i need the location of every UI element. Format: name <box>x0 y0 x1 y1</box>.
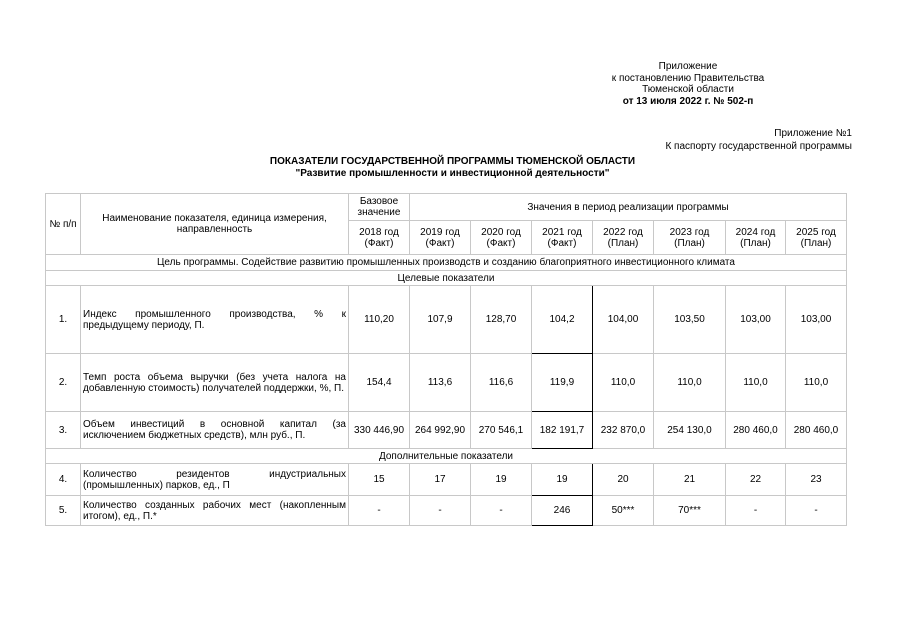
cell-value: 110,0 <box>593 354 654 412</box>
cell-value: 270 546,1 <box>471 412 532 449</box>
annex-line: к постановлению Правительства <box>611 72 765 84</box>
cell-value: 23 <box>786 464 847 496</box>
header-num: № п/п <box>46 194 81 255</box>
cell-value: 154,4 <box>349 354 410 412</box>
header-year: 2022 год (План) <box>593 221 654 255</box>
cell-value: 19 <box>471 464 532 496</box>
section-additional: Дополнительные показатели <box>46 449 847 464</box>
goal-row: Цель программы. Содействие развитию промышленных производств и созданию благоприятного инвестиционного климата <box>46 255 847 271</box>
row-num: 1. <box>46 286 81 354</box>
cell-value: - <box>471 496 532 526</box>
row-name: Количество созданных рабочих мест (накопленным итогом), ед., П.* <box>81 496 349 526</box>
cell-value: 280 460,0 <box>726 412 786 449</box>
cell-value: 19 <box>532 464 593 496</box>
cell-value: 182 191,7 <box>532 412 593 449</box>
header-year: 2021 год (Факт) <box>532 221 593 255</box>
table-row <box>46 464 847 496</box>
annex-date: от 13 июля 2022 г. № 502-п <box>622 95 754 107</box>
row-name: Количество резидентов индустриальных (промышленных) парков, ед., П <box>81 464 349 496</box>
row-name: Индекс промышленного производства, % к предыдущему периоду, П. <box>81 286 349 354</box>
title-subline: "Развитие промышленности и инвестиционной деятельности" <box>295 168 610 179</box>
row-num: 5. <box>46 496 81 526</box>
row-name: Темп роста объема выручки (без учета налога на добавленную стоимость) получателей поддержки, %, П. <box>81 354 349 412</box>
table-row <box>46 496 847 526</box>
cell-value: 110,20 <box>349 286 410 354</box>
cell-value: 21 <box>654 464 726 496</box>
cell-value: 264 992,90 <box>410 412 471 449</box>
annex-line: Тюменской области <box>642 84 734 95</box>
cell-value: - <box>349 496 410 526</box>
row-num: 2. <box>46 354 81 412</box>
annex2-line: Приложение №1 <box>774 128 852 139</box>
cell-value: 17 <box>410 464 471 496</box>
cell-value: 110,0 <box>726 354 786 412</box>
cell-value: 22 <box>726 464 786 496</box>
cell-value: - <box>726 496 786 526</box>
header-period: Значения в период реализации программы <box>410 194 847 221</box>
cell-value: 116,6 <box>471 354 532 412</box>
header-year: 2019 год (Факт) <box>410 221 471 255</box>
row-num: 3. <box>46 412 81 449</box>
cell-value: 330 446,90 <box>349 412 410 449</box>
table-row <box>46 354 847 412</box>
cell-value: 246 <box>532 496 593 526</box>
header-name: Наименование показателя, единица измерения, направленность <box>81 194 349 255</box>
cell-value: 232 870,0 <box>593 412 654 449</box>
title-line: ПОКАЗАТЕЛИ ГОСУДАРСТВЕННОЙ ПРОГРАММЫ ТЮМЕНСКОЙ ОБЛАСТИ <box>269 156 636 167</box>
cell-value: 107,9 <box>410 286 471 354</box>
header-year: 2018 год (Факт) <box>349 221 410 255</box>
row-num: 4. <box>46 464 81 496</box>
cell-value: 104,2 <box>532 286 593 354</box>
row-name: Объем инвестиций в основной капитал (за исключением бюджетных средств), млн руб., П. <box>81 412 349 449</box>
header-year: 2025 год (План) <box>786 221 847 255</box>
header-year: 2020 год (Факт) <box>471 221 532 255</box>
cell-value: 110,0 <box>786 354 847 412</box>
annex2-line: К паспорту государственной программы <box>665 140 852 152</box>
cell-value: - <box>786 496 847 526</box>
header-year: 2024 год (План) <box>726 221 786 255</box>
table-row <box>46 286 847 354</box>
cell-value: - <box>410 496 471 526</box>
cell-value: 103,00 <box>786 286 847 354</box>
document-title <box>0 156 905 180</box>
cell-value: 110,0 <box>654 354 726 412</box>
section-target: Целевые показатели <box>46 271 847 286</box>
cell-value: 104,00 <box>593 286 654 354</box>
cell-value: 254 130,0 <box>654 412 726 449</box>
cell-value: 103,00 <box>726 286 786 354</box>
annex-line: Приложение <box>658 61 718 72</box>
cell-value: 20 <box>593 464 654 496</box>
annex-header <box>600 61 776 107</box>
cell-value: 128,70 <box>471 286 532 354</box>
cell-value: 70*** <box>654 496 726 526</box>
cell-value: 15 <box>349 464 410 496</box>
cell-value: 50*** <box>593 496 654 526</box>
indicators-table <box>45 193 847 526</box>
cell-value: 113,6 <box>410 354 471 412</box>
cell-value: 103,50 <box>654 286 726 354</box>
annex-passport <box>665 128 852 153</box>
header-base: Базовое значение <box>349 194 410 221</box>
table-row <box>46 412 847 449</box>
header-year: 2023 год (План) <box>654 221 726 255</box>
cell-value: 119,9 <box>532 354 593 412</box>
cell-value: 280 460,0 <box>786 412 847 449</box>
